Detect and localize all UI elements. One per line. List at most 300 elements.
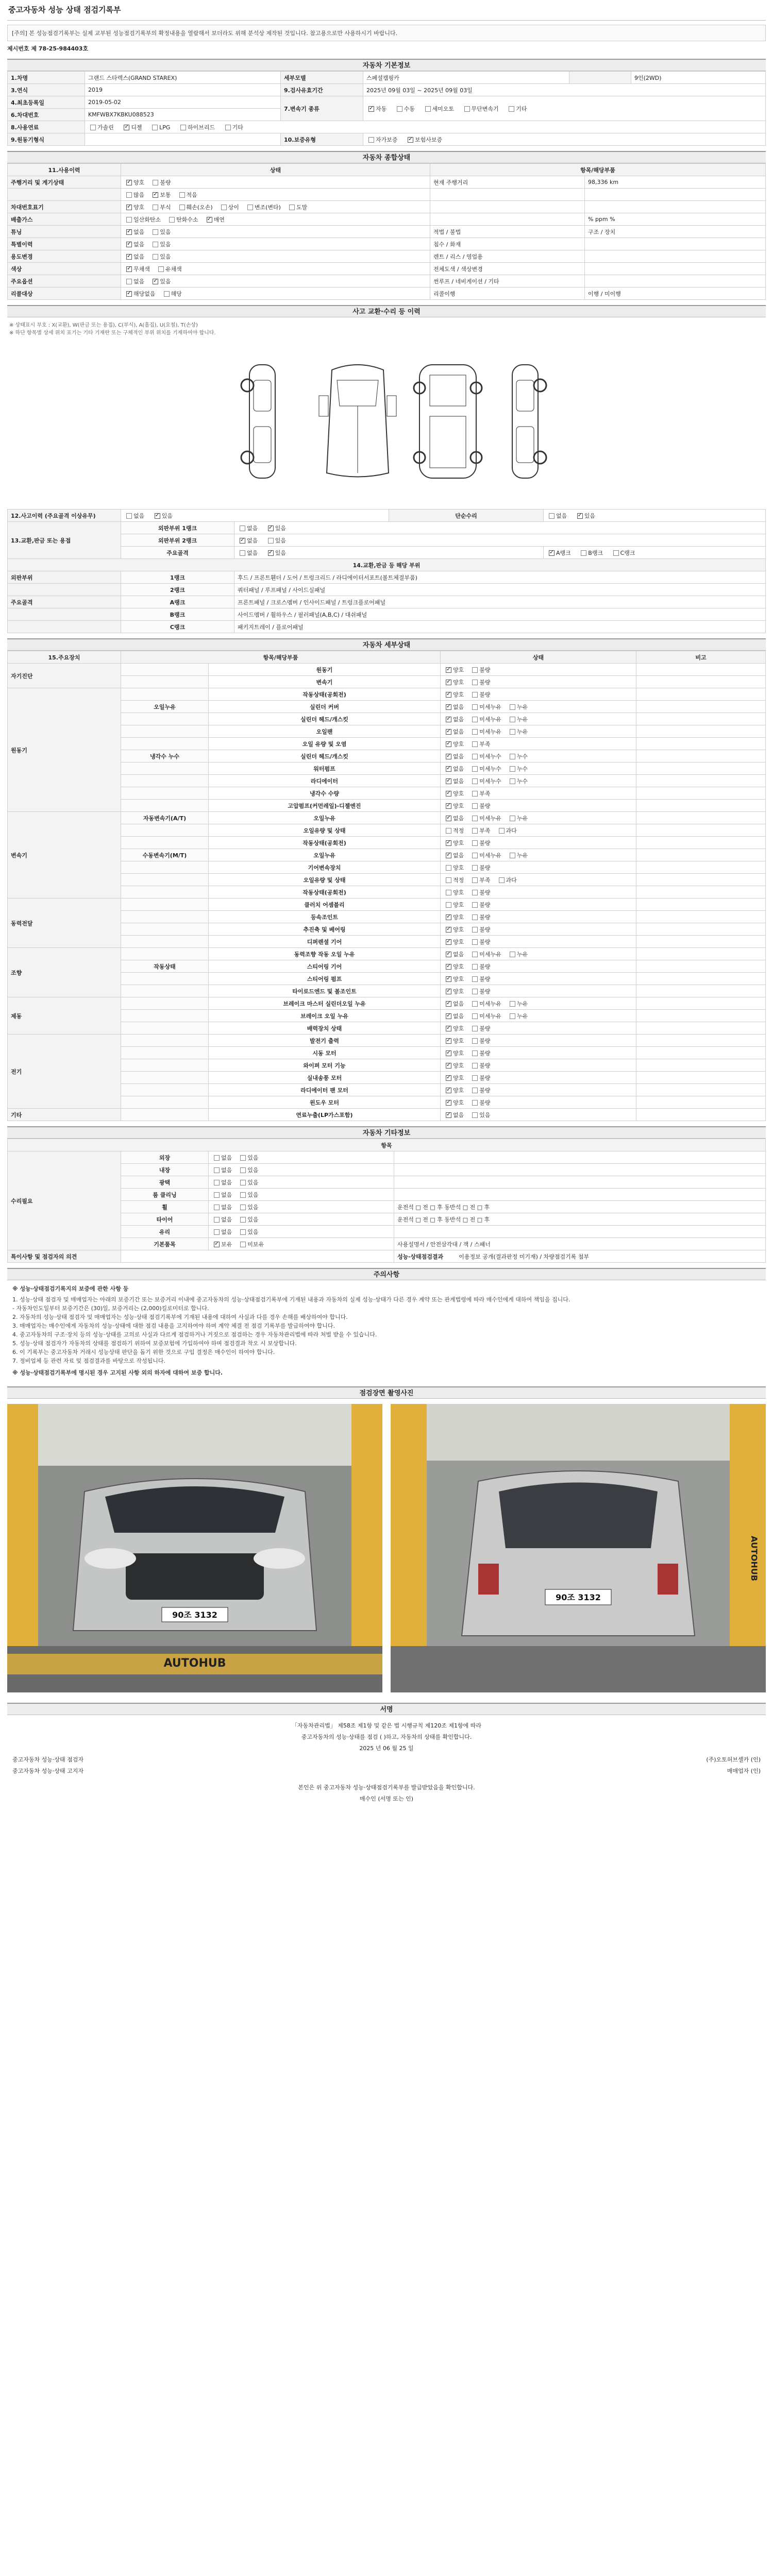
checkbox[interactable] (446, 877, 451, 883)
note-line: 7. 정비업체 등 관련 자료 및 점검결과를 바탕으로 작성됩니다. (12, 1358, 165, 1364)
detail-status: ✓ 양호 불량 (441, 1035, 636, 1047)
detail-sub (121, 997, 209, 1010)
signature-date: 2025 년 06 월 25 일 (359, 1745, 414, 1752)
checkbox-checked[interactable] (240, 538, 245, 544)
checkbox[interactable] (472, 890, 478, 895)
checkbox[interactable] (472, 778, 478, 784)
checkbox[interactable] (153, 205, 158, 210)
detail-item: 브레이크 마스터 실린더오일 누유 (209, 997, 441, 1010)
checkbox[interactable] (472, 1100, 478, 1106)
detail-remark (636, 936, 766, 948)
checkbox-checked[interactable] (207, 217, 212, 223)
checkbox-checked[interactable] (446, 680, 451, 685)
detail-remark (636, 861, 766, 874)
detail-remark (636, 688, 766, 701)
checkbox[interactable] (126, 279, 132, 284)
other-info-table (7, 1139, 766, 1263)
general-row-label (8, 189, 121, 201)
detail-status: ✓ 양호 부족 (441, 738, 636, 750)
checkbox-checked[interactable] (446, 1050, 451, 1056)
checkbox[interactable] (510, 754, 515, 759)
checkbox[interactable] (472, 1112, 478, 1118)
checkbox[interactable] (472, 741, 478, 747)
parts-items: 후드 / 프론트휀더 / 도어 / 트렁크리드 / 라디에이터서포트(볼트체결부품) (234, 571, 766, 584)
checkbox[interactable] (472, 692, 478, 698)
detail-row (8, 849, 766, 861)
detail-status: ✓ 없음 있음 (441, 1109, 636, 1121)
checkbox-checked[interactable] (446, 989, 451, 994)
label-fuel: 8.사용연료 (8, 121, 85, 133)
checkbox-checked[interactable] (446, 939, 451, 945)
label-year: 3.연식 (8, 84, 85, 96)
checkbox-checked[interactable] (446, 778, 451, 784)
detail-row (8, 837, 766, 849)
detail-remark (636, 738, 766, 750)
checkbox[interactable] (472, 989, 478, 994)
general-row (8, 213, 766, 226)
other-item: 내장 (121, 1164, 209, 1176)
checkbox[interactable] (126, 513, 132, 519)
checkbox-checked[interactable] (126, 242, 132, 247)
checkbox[interactable] (152, 125, 158, 130)
checkbox[interactable] (472, 816, 478, 821)
detail-row (8, 936, 766, 948)
general-row-options: ✓ 없음 있음 (121, 226, 430, 238)
checkbox[interactable] (472, 964, 478, 970)
detail-status: ✓ 없음 미세누유 누유 (441, 713, 636, 725)
detail-item: 디퍼렌셜 기어 (209, 936, 441, 948)
checkbox[interactable] (472, 754, 478, 759)
checkbox-checked[interactable] (446, 754, 451, 759)
checkbox-checked[interactable] (446, 791, 451, 796)
brand-text: AUTOHUB (163, 1657, 226, 1670)
checkbox-checked[interactable] (124, 125, 129, 130)
other-row (8, 1213, 766, 1226)
detail-item: 실린더 헤드/개스킷 (209, 750, 441, 762)
checkbox[interactable] (240, 1155, 246, 1161)
checkbox-checked[interactable] (268, 526, 274, 531)
parts-items: 쿼터패널 / 루프패널 / 사이드실패널 (234, 584, 766, 596)
checkbox[interactable] (126, 217, 132, 223)
detail-item: 오일유량 및 상태 (209, 874, 441, 886)
checkbox[interactable] (472, 729, 478, 735)
checkbox-checked[interactable] (446, 840, 451, 846)
checkbox[interactable] (510, 717, 515, 722)
checkbox-checked[interactable] (446, 927, 451, 933)
checkbox-checked[interactable] (446, 1038, 451, 1044)
detail-sub (121, 886, 209, 899)
general-row-value: 이행 / 미이행 (585, 287, 766, 300)
checkbox[interactable] (472, 902, 478, 908)
checkbox[interactable] (397, 106, 402, 112)
checkbox[interactable] (472, 1050, 478, 1056)
detail-sub (121, 787, 209, 800)
fuel-options: 가솔린 ✓ 디젤 LPG 하이브리드 기타 (85, 121, 766, 133)
checkbox[interactable] (510, 853, 515, 858)
detail-item: 타이로드엔드 및 볼조인트 (209, 985, 441, 997)
checkbox[interactable] (446, 865, 451, 871)
detail-sub (121, 973, 209, 985)
other-row (8, 1151, 766, 1164)
checkbox-checked[interactable] (153, 279, 158, 284)
checkbox-checked[interactable] (446, 692, 451, 698)
checkbox[interactable] (158, 266, 164, 272)
checkbox[interactable] (510, 704, 515, 710)
checkbox[interactable] (581, 550, 586, 556)
checkbox[interactable] (472, 853, 478, 858)
checkbox[interactable] (425, 106, 431, 112)
checkbox[interactable] (472, 914, 478, 920)
checkbox[interactable] (472, 939, 478, 945)
parts-row (8, 596, 766, 608)
checkbox[interactable] (510, 766, 515, 772)
checkbox[interactable] (472, 1013, 478, 1019)
checkbox[interactable] (179, 192, 185, 198)
detail-status: ✓ 없음 미세누유 누유 (441, 997, 636, 1010)
detail-remark (636, 762, 766, 775)
detail-sub: 자동변속기(A/T) (121, 812, 209, 824)
checkbox[interactable] (549, 513, 554, 519)
detail-item: 연료누출(LP가스포함) (209, 1109, 441, 1121)
value-engine-type (85, 133, 281, 146)
detail-status: ✓ 없음 미세누유 누유 (441, 812, 636, 824)
checkbox[interactable] (446, 828, 451, 834)
checkbox[interactable] (240, 1180, 246, 1185)
checkbox[interactable] (510, 729, 515, 735)
value-drive: 9인(2WD) (631, 72, 766, 84)
general-row (8, 238, 766, 250)
front-photo[interactable] (7, 1404, 382, 1692)
detail-sub (121, 936, 209, 948)
label-grade: 성능·상태점검결과 (397, 1253, 444, 1260)
detail-sub (121, 775, 209, 787)
note-line: 5. 성능·상태 점검자가 자동차의 상태를 점검하기 위하여 보증보험에 가입하여야 하며 점검결과 착오 시 보상합니다. (12, 1340, 297, 1347)
checkbox[interactable] (472, 766, 478, 772)
checkbox[interactable] (153, 242, 158, 247)
checkbox[interactable] (240, 1217, 246, 1223)
detail-group: 전기 (8, 1035, 121, 1109)
checkbox[interactable] (240, 1242, 246, 1247)
checkbox[interactable] (153, 180, 158, 185)
other-info-header: 자동차 기타정보 (7, 1126, 766, 1139)
inspector-sign[interactable]: (주)오토허브셀카 (인) (706, 1756, 761, 1763)
notifier-sign[interactable]: 매매업자 (인) (727, 1768, 761, 1774)
checkbox-checked[interactable] (446, 964, 451, 970)
checkbox[interactable] (472, 667, 478, 673)
checkbox-checked[interactable] (126, 254, 132, 260)
checkbox[interactable] (221, 205, 227, 210)
detail-status: ✓ 양호 불량 (441, 911, 636, 923)
checkbox[interactable] (90, 125, 96, 130)
checkbox-checked[interactable] (446, 914, 451, 920)
detail-status: ✓ 없음 미세누유 누유 (441, 948, 636, 960)
checkbox-checked[interactable] (368, 106, 374, 112)
checkbox[interactable] (510, 816, 515, 821)
checkbox-checked[interactable] (446, 816, 451, 821)
plate-text: 90조 3132 (172, 1610, 217, 1620)
detail-sub (121, 725, 209, 738)
parts-title: 14.교환,판금 등 해당 부위 (8, 559, 766, 571)
checkbox[interactable] (472, 1038, 478, 1044)
detail-remark (636, 664, 766, 676)
detail-item: 추진축 및 베어링 (209, 923, 441, 936)
checkbox-checked[interactable] (446, 1013, 451, 1019)
detail-remark (636, 948, 766, 960)
checkbox-checked[interactable] (126, 205, 132, 210)
parts-row (8, 608, 766, 621)
label-model: 세부모델 (281, 72, 363, 84)
checkbox[interactable] (472, 1001, 478, 1007)
checkbox-checked[interactable] (446, 741, 451, 747)
checkbox[interactable] (268, 538, 274, 544)
checkbox[interactable] (240, 550, 245, 556)
checkbox[interactable] (472, 680, 478, 685)
checkbox-checked[interactable] (446, 1063, 451, 1069)
detail-row (8, 1059, 766, 1072)
signature-block (7, 1715, 766, 1810)
checkbox[interactable] (153, 229, 158, 235)
checkbox[interactable] (180, 125, 186, 130)
parts-items: 사이드멤버 / 휠하우스 / 필러패널(A,B,C) / 대쉬패널 (234, 608, 766, 621)
other-item: 휠 (121, 1201, 209, 1213)
checkbox[interactable] (214, 1205, 220, 1210)
checkbox-checked[interactable] (446, 952, 451, 957)
rear-photo[interactable] (391, 1404, 766, 1692)
checkbox-checked[interactable] (577, 513, 583, 519)
parts-row (8, 571, 766, 584)
checkbox[interactable] (499, 877, 505, 883)
signature-line1: 「자동차관리법」 제58조 제1항 및 같은 법 시행규칙 제120조 제1항에 따라 (291, 1722, 482, 1729)
detail-row (8, 948, 766, 960)
checkbox-checked[interactable] (446, 1088, 451, 1093)
checkbox[interactable] (510, 952, 515, 957)
detail-sub (121, 1010, 209, 1022)
general-status-table (7, 163, 766, 300)
checkbox[interactable] (214, 1192, 220, 1198)
checkbox[interactable] (446, 902, 451, 908)
checkbox[interactable] (214, 1155, 220, 1161)
checkbox[interactable] (510, 1001, 515, 1007)
signature-line2: 중고자동차의 성능·상태를 점검 ( )하고, 자동차의 상태를 확인합니다. (301, 1734, 472, 1740)
checkbox[interactable] (509, 106, 514, 112)
notes-bottom: ※ 성능·상태점검기록부에 명시된 경우 고지된 사항 외의 하자에 대하여 보증 합니다. (12, 1369, 223, 1376)
inspector-label: 중고자동차 성능·상태 점검자 (12, 1756, 84, 1763)
checkbox[interactable] (472, 1026, 478, 1031)
accident-history-header: 사고 교환·수리 등 이력 (7, 305, 766, 317)
detail-status: ✓ 양호 불량 (441, 1072, 636, 1084)
value-vin: KMFWBX7KBKU088523 (85, 109, 281, 121)
other-options: 없음 있음 (209, 1189, 394, 1201)
checkbox-checked[interactable] (446, 1112, 451, 1118)
other-item: 광택 (121, 1176, 209, 1189)
checkbox-checked[interactable] (446, 1001, 451, 1007)
general-row-label: 주행거리 및 계기상태 (8, 176, 121, 189)
other-options: 없음 있음 (209, 1176, 394, 1189)
detail-sub (121, 1047, 209, 1059)
parts-group (8, 584, 121, 596)
checkbox-checked[interactable] (126, 180, 132, 185)
buyer-sign[interactable]: 매수인 (서명 또는 인) (359, 1795, 414, 1802)
detail-item: 기어변속장치 (209, 861, 441, 874)
checkbox-checked[interactable] (446, 667, 451, 673)
checkbox[interactable] (472, 717, 478, 722)
general-row-value (585, 238, 766, 250)
checkbox[interactable] (472, 927, 478, 933)
checkbox[interactable] (289, 205, 295, 210)
detail-status-table (7, 651, 766, 1121)
other-extra (394, 1176, 766, 1189)
detail-sub (121, 800, 209, 812)
checkbox[interactable] (472, 952, 478, 957)
checkbox[interactable] (214, 1167, 220, 1173)
detail-status: ✓ 양호 불량 (441, 688, 636, 701)
general-row (8, 226, 766, 238)
checkbox[interactable] (510, 1013, 515, 1019)
checkbox-checked[interactable] (446, 766, 451, 772)
note-line: 1. 성능·상태 점검자 및 매매업자는 아래의 보증기간 또는 보증거리 이내에 중고자동차의 성능·상태점검기록부에 기재된 내용과 자동차의 실제 성능·상태가 다른 경우 계약 또는 관계법령에 따라 매수인에게 대하여 책임을 집니다. (12, 1296, 570, 1303)
checkbox[interactable] (214, 1217, 220, 1223)
checkbox-checked[interactable] (549, 550, 554, 556)
checkbox[interactable] (153, 254, 158, 260)
checkbox[interactable] (240, 1205, 246, 1210)
detail-sub (121, 874, 209, 886)
checkbox-checked[interactable] (153, 192, 158, 198)
checkbox[interactable] (510, 778, 515, 784)
checkbox-checked[interactable] (268, 550, 274, 556)
detail-row (8, 787, 766, 800)
checkbox[interactable] (472, 704, 478, 710)
detail-status: 적정 부족 과다 (441, 824, 636, 837)
checkbox[interactable] (240, 526, 245, 531)
checkbox[interactable] (446, 890, 451, 895)
detail-remark (636, 676, 766, 688)
checkbox[interactable] (472, 840, 478, 846)
checkbox[interactable] (247, 205, 253, 210)
checkbox[interactable] (240, 1192, 246, 1198)
checkbox[interactable] (472, 1063, 478, 1069)
general-row-item: 렌트 / 리스 / 영업용 (430, 250, 585, 263)
checkbox[interactable] (240, 1167, 246, 1173)
checkbox[interactable] (499, 828, 505, 834)
label-vin: 6.차대번호 (8, 109, 85, 121)
general-row-label: 튜닝 (8, 226, 121, 238)
general-row-item: 썬루프 / 네비게이션 / 기타 (430, 275, 585, 287)
checkbox-checked[interactable] (446, 976, 451, 982)
checkbox[interactable] (472, 1075, 478, 1081)
value-year: 2019 (85, 84, 281, 96)
other-row (8, 1226, 766, 1238)
detail-item: 스티어링 펌프 (209, 973, 441, 985)
detail-row (8, 923, 766, 936)
checkbox-checked[interactable] (126, 291, 132, 297)
detail-row (8, 800, 766, 812)
checkbox[interactable] (472, 877, 478, 883)
checkbox[interactable] (214, 1229, 220, 1235)
parts-row (8, 621, 766, 633)
checkbox[interactable] (472, 791, 478, 796)
checkbox-checked[interactable] (446, 1075, 451, 1081)
detail-remark (636, 1010, 766, 1022)
checkbox[interactable] (472, 803, 478, 809)
checkbox-checked[interactable] (408, 137, 413, 143)
other-options: 없음 있음 (209, 1201, 394, 1213)
checkbox[interactable] (472, 976, 478, 982)
general-row-value (585, 275, 766, 287)
checkbox[interactable] (464, 106, 470, 112)
checkbox-checked[interactable] (446, 704, 451, 710)
detail-row (8, 688, 766, 701)
detail-sub (121, 1035, 209, 1047)
col-history: 11.사용이력 (8, 164, 121, 176)
detail-status: ✓ 없음 미세누유 누유 (441, 725, 636, 738)
checkbox-checked[interactable] (214, 1242, 220, 1247)
checkbox[interactable] (368, 137, 374, 143)
checkbox[interactable] (240, 1229, 246, 1235)
detail-item: 실린더 커버 (209, 701, 441, 713)
detail-item: 라디에이터 팬 모터 (209, 1084, 441, 1096)
checkbox[interactable] (126, 192, 132, 198)
detail-row (8, 738, 766, 750)
notes-body (7, 1280, 766, 1381)
detail-sub (121, 911, 209, 923)
checkbox[interactable] (164, 291, 170, 297)
front-car-image (7, 1404, 382, 1692)
other-extra: 운전석 □ 전 □ 후 동반석 □ 전 □ 후 (394, 1213, 766, 1226)
checkbox[interactable] (214, 1180, 220, 1185)
other-options: 없음 있음 (209, 1151, 394, 1164)
parts-items: 프론트패널 / 크로스멤버 / 인사이드패널 / 트렁크플로어패널 (234, 596, 766, 608)
detail-row (8, 676, 766, 688)
detail-remark (636, 800, 766, 812)
warranty-options: 자가보증 ✓ 보험사보증 (363, 133, 766, 146)
checkbox-checked[interactable] (446, 729, 451, 735)
col-item: 항목/해당부품 (430, 164, 766, 176)
checkbox-checked[interactable] (155, 513, 160, 519)
general-row-item: 침수 / 화재 (430, 238, 585, 250)
checkbox-checked[interactable] (446, 717, 451, 722)
checkbox[interactable] (472, 828, 478, 834)
checkbox[interactable] (472, 865, 478, 871)
label-car-name: 1.차명 (8, 72, 85, 84)
checkbox-checked[interactable] (446, 1026, 451, 1031)
basic-info-header: 자동차 기본정보 (7, 59, 766, 71)
checkbox-checked[interactable] (126, 229, 132, 235)
detail-remark (636, 899, 766, 911)
checkbox-checked[interactable] (446, 1100, 451, 1106)
detail-item: 라디에이터 (209, 775, 441, 787)
checkbox[interactable] (179, 205, 185, 210)
detail-sub: 냉각수 누수 (121, 750, 209, 762)
label-simple-repair: 단순수리 (389, 510, 544, 522)
checkbox-checked[interactable] (446, 803, 451, 809)
accident-table: 12.사고이력 (주요골격 이상유무) 없음 ✓ 있음 단순수리 없음 ✓ 있음 13.교환,판금 또는 용접 외판부위 1랭크 없음 ✓ 있음 외판부위 2랭크 ✓ 없음 있음 주요골격 없음 ✓ 있음 ✓ A랭크 B랭크 C랭크 14.교환,판금 등 해당 부위 외판부위 1랭크 후드 / 프론트휀더 / 도어 / 트렁크리드 / 라디에이터서포트(볼트체결부품) 2랭크 쿼터패널 / 루프패널 / 사이드실패널 주요골격 A랭크 프론트패널 / 크로스멤버 / 인사이드패널 / 트렁크플로어패널 B랭크 사이드멤버 / 휠하우스 / 필러패널(A,B,C) / 대쉬패널 C랭크 패키지트레이 / 플로어패널 (7, 509, 766, 633)
checkbox[interactable] (613, 550, 619, 556)
checkbox[interactable] (472, 1088, 478, 1093)
detail-row (8, 1047, 766, 1059)
frame-view-icon (409, 360, 486, 483)
general-row-label: 색상 (8, 263, 121, 275)
detail-row (8, 664, 766, 676)
notes-header: 주의사항 (7, 1268, 766, 1280)
checkbox-checked[interactable] (126, 266, 132, 272)
checkbox[interactable] (225, 125, 231, 130)
detail-sub (121, 1084, 209, 1096)
checkbox-checked[interactable] (446, 853, 451, 858)
detail-group: 원동기 (8, 688, 121, 812)
general-row-options: ✓ 양호 불량 (121, 176, 430, 189)
checkbox[interactable] (169, 217, 175, 223)
detail-sub (121, 1109, 209, 1121)
